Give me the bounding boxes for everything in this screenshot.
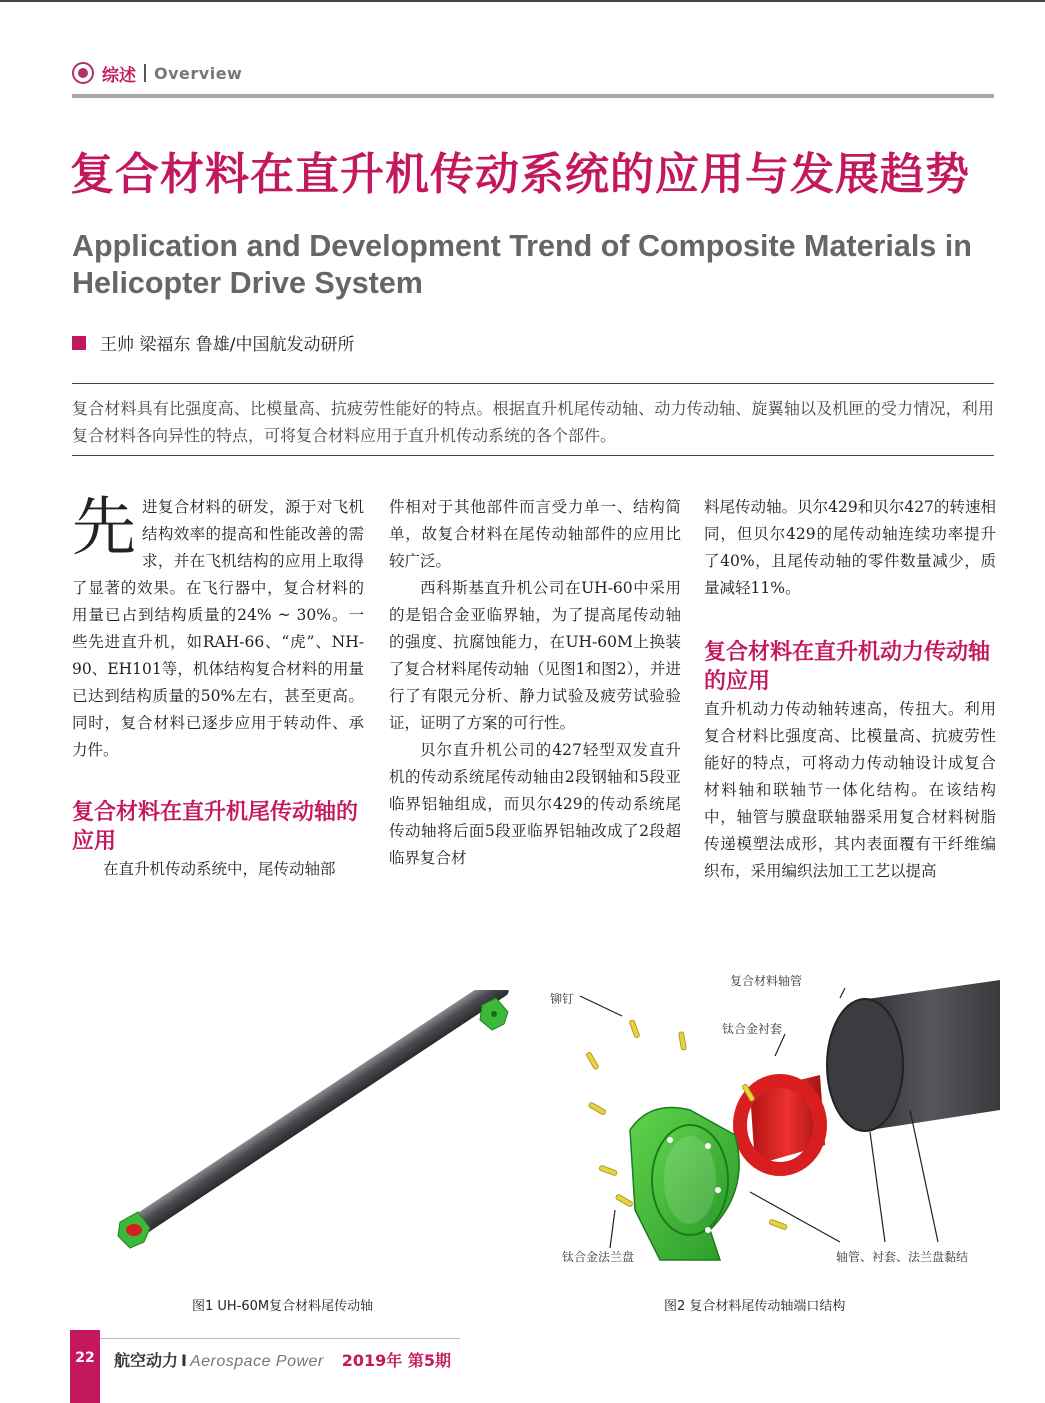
journal-issue: 2019年 第5期 [341,1351,452,1370]
abstract-rule-bottom [72,455,994,456]
composite-tube [827,980,1000,1131]
label-composite-tube: 复合材料轴管 [730,974,803,988]
figure-1-tail-shaft-image [110,990,530,1260]
paragraph: 贝尔直升机公司的427轻型双发直升机的传动系统尾传动轴由2段钢轴和5段亚临界铝轴组成，而贝尔429的传动系统尾传动轴将后面5段亚临界铝轴改成了2段超临界复合材 [389,741,681,867]
footer-accent-bar [70,1330,100,1403]
article-title-zh: 复合材料在直升机传动系统的应用与发展趋势 [70,149,970,200]
figure-2-caption: 图2 复合材料尾传动轴端口结构 [664,1299,846,1314]
section-heading-power-shaft: 复合材料在直升机动力传动轴的应用 [704,640,991,694]
body-column-1 [72,491,364,883]
paragraph: 料尾传动轴。贝尔429和贝尔427的转速相同，但贝尔429的尾传动轴连续功率提升了40%，且尾传动轴的零件数量减少，质量减轻11%。 [704,498,996,597]
section-label-zh: 综述 [102,65,136,86]
author-bullet-icon [72,336,86,350]
figure-1-caption: 图1 UH-60M复合材料尾传动轴 [192,1299,374,1314]
header-rule [72,94,994,98]
body-column-2 [389,494,681,872]
label-titanium-sleeve: 钛合金衬套 [722,1022,783,1036]
journal-name-en: Aerospace Power [189,1353,324,1370]
authors-text: 王帅 梁福东 鲁雄/中国航发动研所 [100,335,355,355]
paragraph: 直升机动力传动轴转速高，传扭大。利用复合材料比强度高、比模量高、抗疲劳性能好的特点，可将动力传动轴设计成复合材料轴和联轴节一体化结构。在该结构中，轴管与膜盘联轴器采用复合材料树脂传递模塑法成形，其内表面覆有干纤维编织布，采用编织法加工工艺以提高 [704,700,996,880]
label-rivet: 铆钉 [550,992,575,1006]
paragraph: 件相对于其他部件而言受力单一、结构简单，故复合材料在尾传动轴部件的应用比较广泛。 [389,498,681,570]
page-number: 22 [75,1350,95,1366]
top-border-line [0,0,1045,2]
article-title-en: Application and Development Trend of Composite Materials in Helicopter Drive System [72,229,972,300]
section-label-en: Overview [154,63,243,83]
titanium-sleeve [740,1075,825,1169]
titanium-flange [630,1108,739,1261]
journal-name-zh: 航空动力 [114,1351,179,1370]
figure-2-end-structure-image [540,960,1000,1280]
label-bonding: 轴管、衬套、法兰盘黏结 [836,1250,969,1264]
paragraph: 在直升机传动系统中，尾传动轴部 [103,860,336,878]
journal-logo-icon [72,62,94,84]
paragraph: 进复合材料的研发，源于对飞机结构效率的提高和性能改善的需求，并在飞机结构的应用上取得了显著的效果。在飞行器中，复合材料的用量已占到结构质量的24% ~ 30%。一些先进直升机，如RAH-66、“虎”、NH-90、EH101等，机体结构复合材料的用量已达到结构质量的50%左右，甚至更高。同时，复合材料已逐步应用于转动件、承力件。 [72,498,364,759]
drop-cap: 先 [72,491,136,565]
authors-line [72,330,355,355]
abstract: 复合材料具有比强度高、比模量高、抗疲劳性能好的特点。根据直升机尾传动轴、动力传动轴、旋翼轴以及机匣的受力情况，利用复合材料各向异性的特点，可将复合材料应用于直升机传动系统的各个部件。 [72,399,994,445]
body-column-3 [704,494,996,885]
journal-separator: I [181,1351,187,1370]
shaft-tube [132,990,511,1235]
paragraph: 西科斯基直升机公司在UH-60中采用的是铝合金亚临界轴，为了提高尾传动轴的强度、抗腐蚀能力，在UH-60M上换装了复合材料尾传动轴（见图1和图2），并进行了有限元分析、静力试验及疲劳试验验证，证明了方案的可行性。 [389,579,681,732]
label-titanium-flange: 钛合金法兰盘 [562,1250,635,1264]
abstract-rule-top [72,383,994,384]
footer-journal [114,1348,451,1371]
section-header [72,60,242,86]
footer-rule [100,1338,460,1339]
section-heading-tail-shaft: 复合材料在直升机尾传动轴的应用 [72,800,359,854]
section-divider [144,64,146,82]
